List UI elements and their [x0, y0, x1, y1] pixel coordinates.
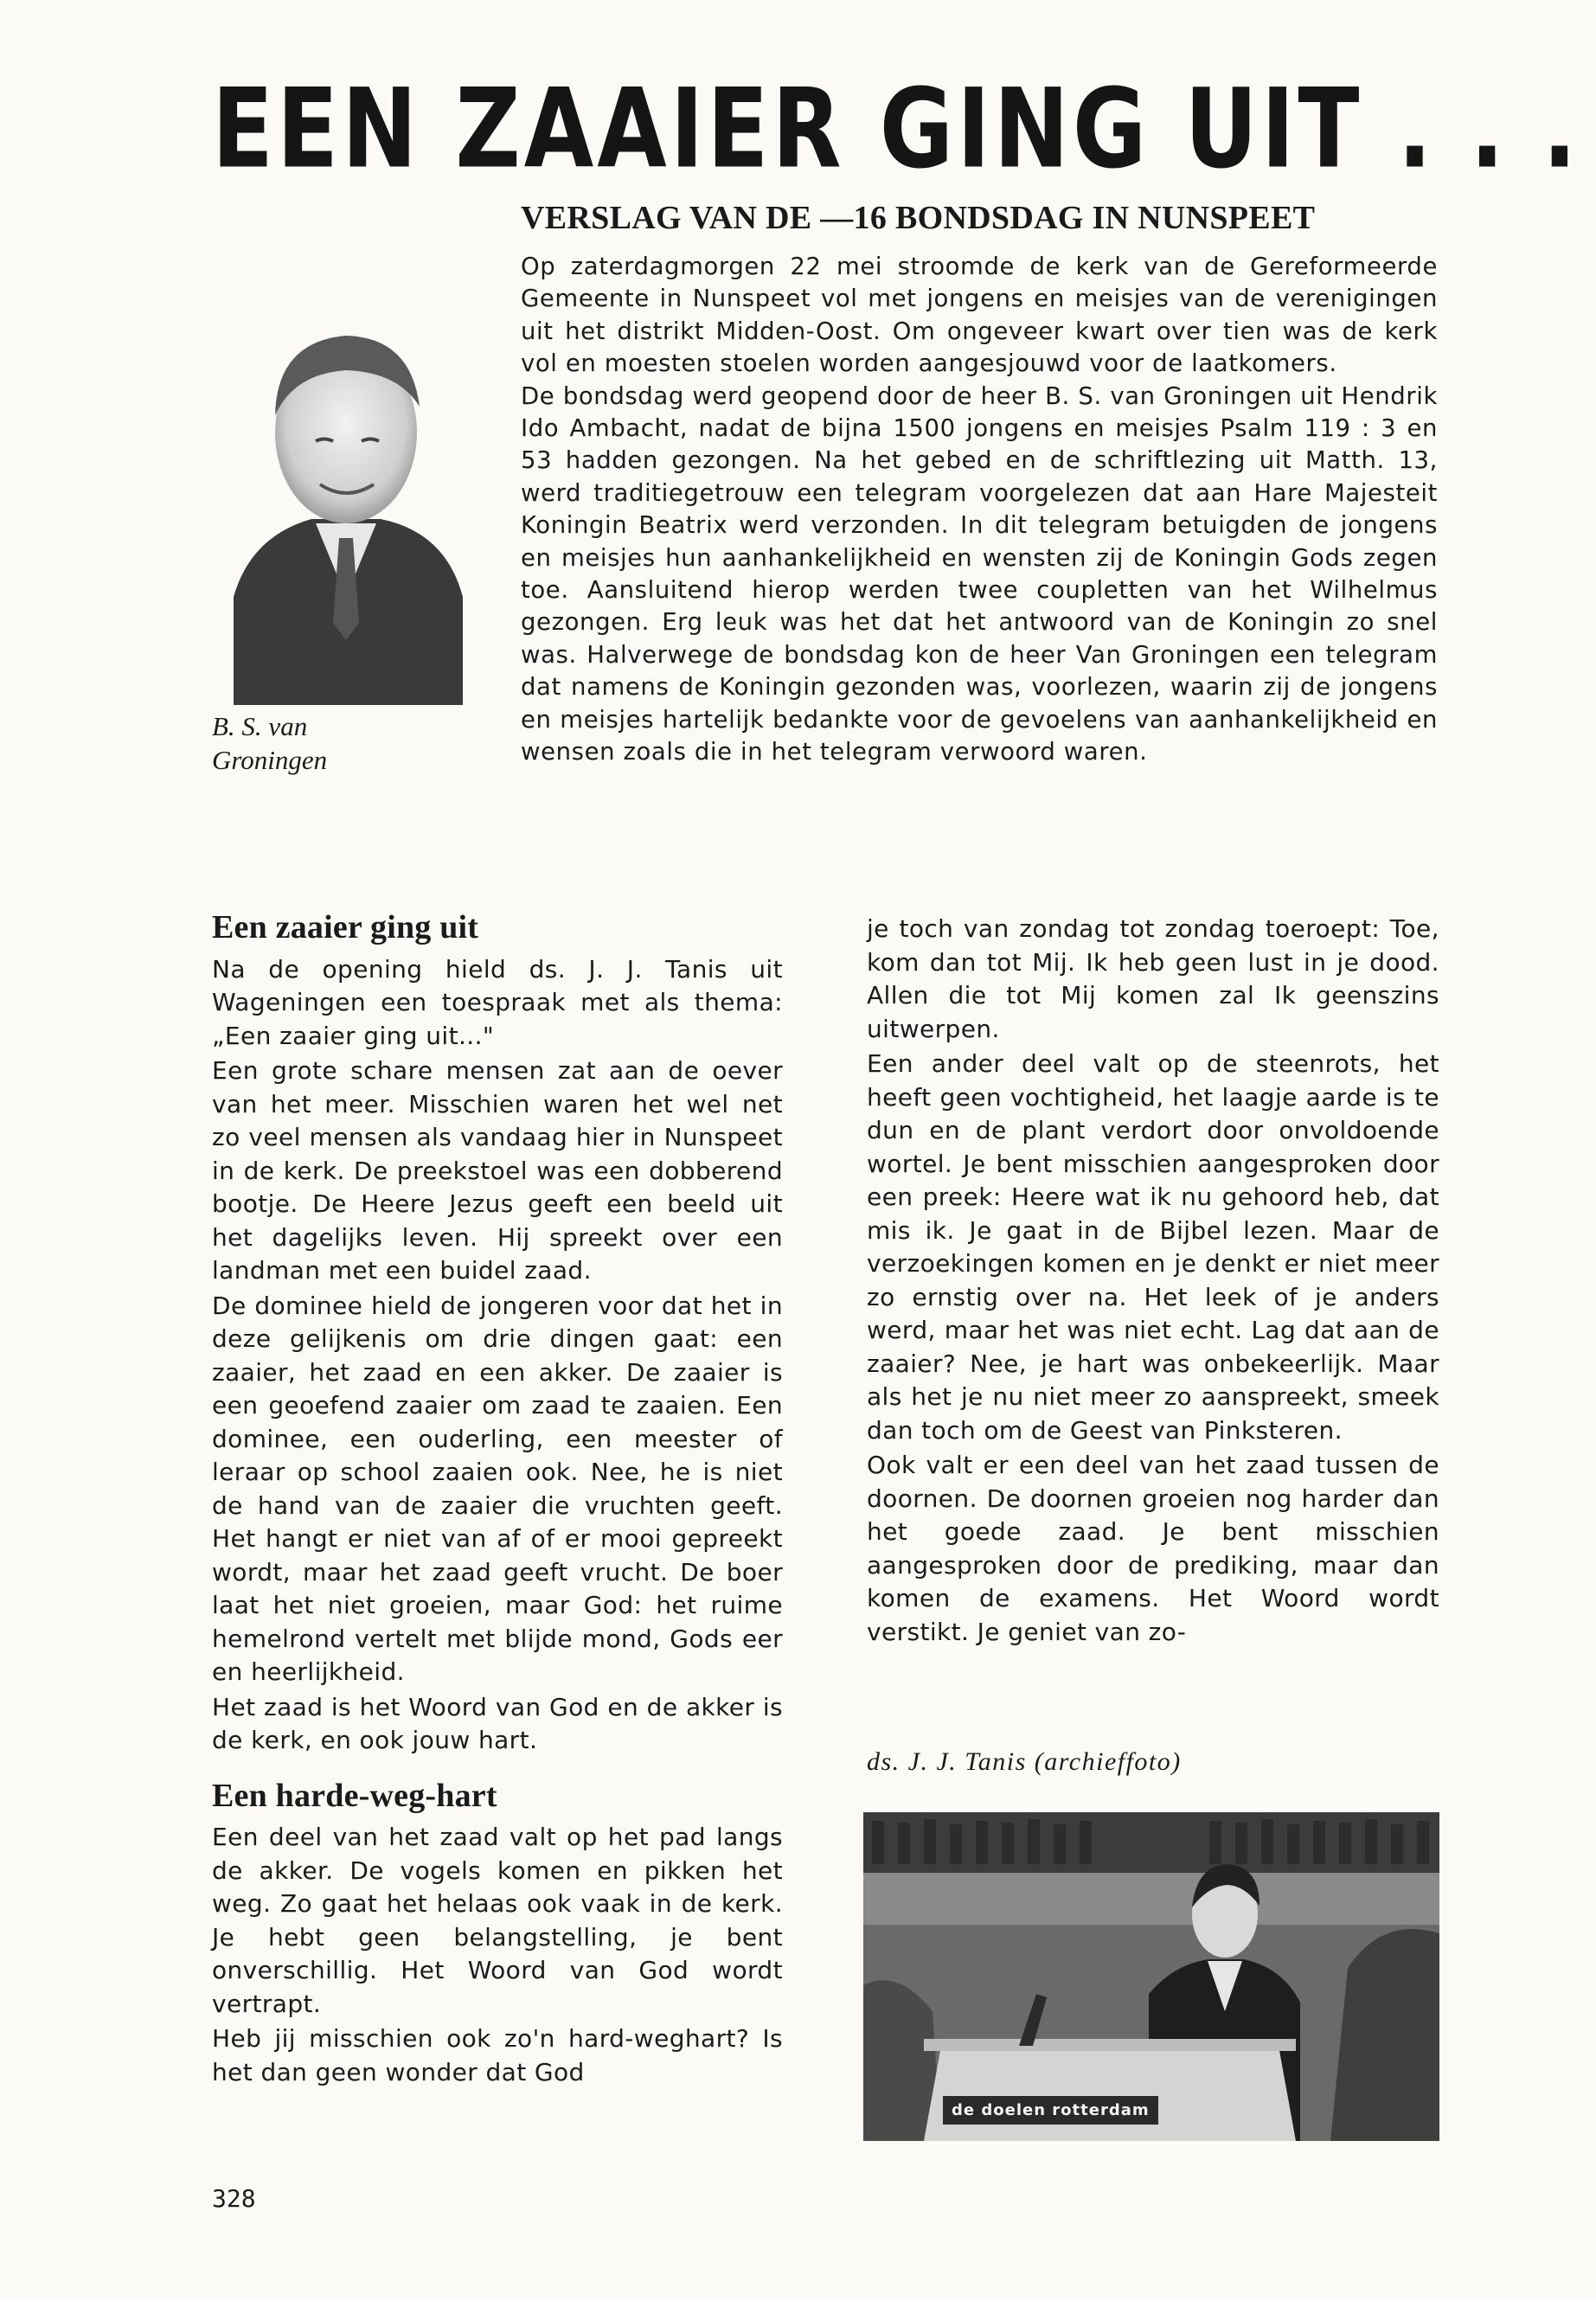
paragraph: Een deel van het zaad valt op het pad langs de akker. De vogels komen en pikken het weg. Zo gaat het helaas ook vaak in de kerk. Je hebt geen belangstelling, je bent onverschillig. Het Woord van God wordt vertrapt.: [212, 1823, 783, 2018]
paragraph: De dominee hield de jongeren voor dat het in deze gelijkenis om drie dingen gaat: een zaaier, het zaad en een akker. De zaaier is een geoefend zaaier om zaad te zaaien. Een dominee, een ouderling, een meester of leraar op school zaaien ook. Nee, he is niet de hand van de zaaier die vruchten geeft. Het hangt er niet van af of er mooi gepreekt wordt, maar het zaad geeft vrucht. De boer laat het niet groeien, maar God: het ruime hemelrond vertelt met blijde mond, Gods eer en heerlijkheid.: [212, 1291, 783, 1687]
page-number: 328: [212, 2184, 256, 2213]
paragraph: Ook valt er een deel van het zaad tussen de doornen. De doornen groeien nog harder dan het goede zaad. Je bent misschien aangesproken door de prediking, maar dan komen de examens. Het Woord wordt verstikt. Je geniet van zo-: [867, 1451, 1439, 1646]
intro-paragraph: De bondsdag werd geopend door de heer B. S. van Groningen uit Hendrik Ido Ambacht, nadat de bijna 1500 jongens en meisjes Psalm 119 : 3 en 53 hadden gezongen. Na het gebed en de schriftlezing uit Matth. 13, werd traditiegetrouw een telegram voorgelezen dat aan Hare Majesteit Koningin Beatrix werd verzonden. In dit telegram betuigden de jongens en meisjes hun aanhankelijkheid en wensten zij de Koningin Gods zegen toe. Aansluitend hierop werden twee coupletten van het Wilhelmus gezongen. Erg leuk was het dat het antwoord van de Koningin zo snel was. Halverwege de bondsdag kon de heer Van Groningen een telegram dat namens de Koningin gezonden was, voorlezen, waarin zij de jongens en meisjes hartelijk bedankte voor de gevoelens van aanhankelijkheid en wensen zoals die in het telegram verwoord waren.: [521, 381, 1438, 766]
subtitle: VERSLAG VAN DE —16 BONDSDAG IN NUNSPEET: [521, 200, 1316, 236]
section-heading: Een zaaier ging uit: [212, 909, 479, 945]
right-column: [867, 913, 1439, 1649]
intro-text: [521, 251, 1438, 769]
caption-line: B. S. van: [212, 711, 308, 741]
speaker-at-podium-image: [863, 1812, 1439, 2141]
left-column: [212, 908, 783, 2089]
paragraph: Een ander deel valt op de steenrots, het heeft geen vochtigheid, het laagje aarde is te dun en de plant verdort door onvoldoende wortel. Je bent misschien aangesproken door een preek: Heere wat ik nu gehoord heb, dat mis ik. Je gaat in de Bijbel lezen. Maar de verzoekingen komen en je denkt er niet meer zo ernstig over na. Het leek of je anders werd, maar het was niet echt. Lag dat aan de zaaier? Nee, je hart was onbekeerlijk. Maar als het je nu niet meer zo aanspreekt, smeek dan toch om de Geest van Pinksteren.: [867, 1049, 1439, 1445]
archive-photo-caption: ds. J. J. Tanis (archieffoto): [867, 1747, 1182, 1776]
headline: EEN ZAAIER GING UIT . . .: [212, 64, 1580, 193]
podium-sign: de doelen rotterdam: [943, 2096, 1158, 2125]
paragraph: je toch van zondag tot zondag toeroept: Toe, kom dan tot Mij. Ik heb geen lust in je dood. Allen die tot Mij komen zal Ik geenszins uitwerpen.: [867, 914, 1439, 1043]
paragraph: Heb jij misschien ook zo'n hard-weghart? Is het dan geen wonder dat God: [212, 2024, 783, 2086]
caption-line: Groningen: [212, 745, 328, 775]
portrait-caption: [212, 709, 385, 777]
paragraph: Het zaad is het Woord van God en de akker is de kerk, en ook jouw hart.: [212, 1692, 783, 1755]
intro-paragraph: Op zaterdagmorgen 22 mei stroomde de kerk van de Gereformeerde Gemeente in Nunspeet vol met jongens en meisjes van de verenigingen uit het distrikt Midden-Oost. Om ongeveer kwart over tien was de kerk vol en moesten stoelen worden aangesjouwd voor de laatkomers.: [521, 253, 1438, 378]
archive-photo-tanis: [863, 1812, 1439, 2141]
section-heading: Een harde-weg-hart: [212, 1777, 497, 1814]
paragraph: Een grote schare mensen zat aan de oever van het meer. Misschien waren het wel net zo veel mensen als vandaag hier in Nunspeet in de kerk. De preekstoel was een dobberend bootje. De Heere Jezus geeft een beeld uit het dagelijks leven. Hij spreekt over een landman met een buidel zaad.: [212, 1056, 783, 1285]
paragraph: Na de opening hield ds. J. J. Tanis uit Wageningen een toespraak met als thema: „Een zaaier ging uit...": [212, 954, 783, 1050]
portrait-photo-van-groningen: [234, 311, 463, 705]
